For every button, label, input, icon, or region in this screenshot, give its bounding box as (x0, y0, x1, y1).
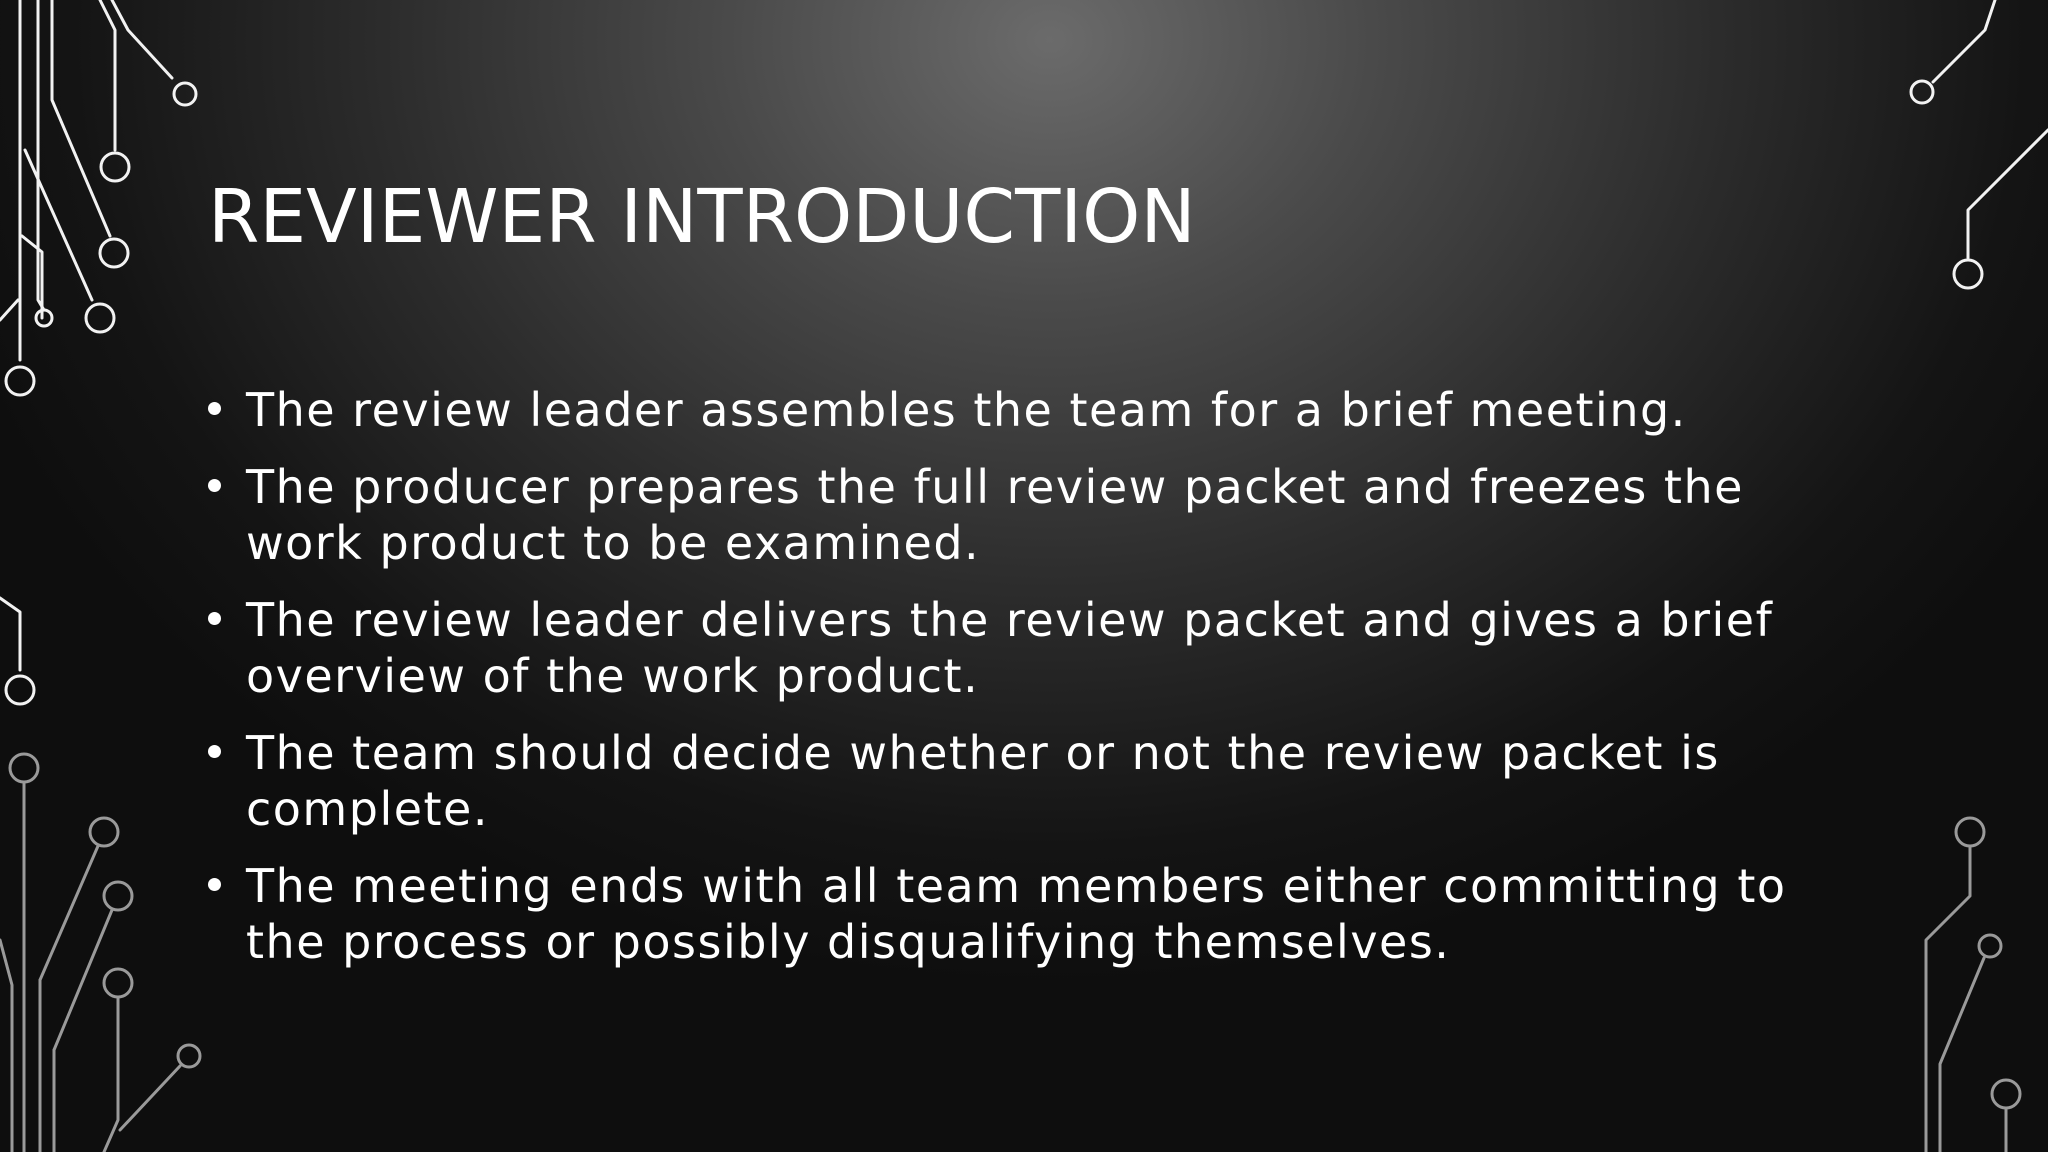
bullet-dot-icon (208, 878, 221, 891)
bullet-dot-icon (208, 745, 221, 758)
bullet-text: The review leader assembles the team for a brief meeting. (246, 383, 1687, 437)
bullet-item (208, 592, 1798, 704)
slide-title: REVIEWER INTRODUCTION (208, 174, 1196, 260)
bullet-item (208, 382, 1798, 438)
bullet-item (208, 459, 1798, 571)
bullet-text: The review leader delivers the review packet and gives a brief overview of the work product. (246, 593, 1774, 703)
bullet-item (208, 858, 1798, 970)
bullet-list (208, 382, 1798, 991)
bullet-text: The producer prepares the full review packet and freezes the work product to be examined. (246, 460, 1744, 570)
bullet-dot-icon (208, 612, 221, 625)
bullet-text: The meeting ends with all team members either committing to the process or possibly disqualifying themselves. (246, 859, 1787, 969)
bullet-text: The team should decide whether or not the review packet is complete. (246, 726, 1720, 836)
bullet-dot-icon (208, 402, 221, 415)
bullet-dot-icon (208, 479, 221, 492)
bullet-item (208, 725, 1798, 837)
